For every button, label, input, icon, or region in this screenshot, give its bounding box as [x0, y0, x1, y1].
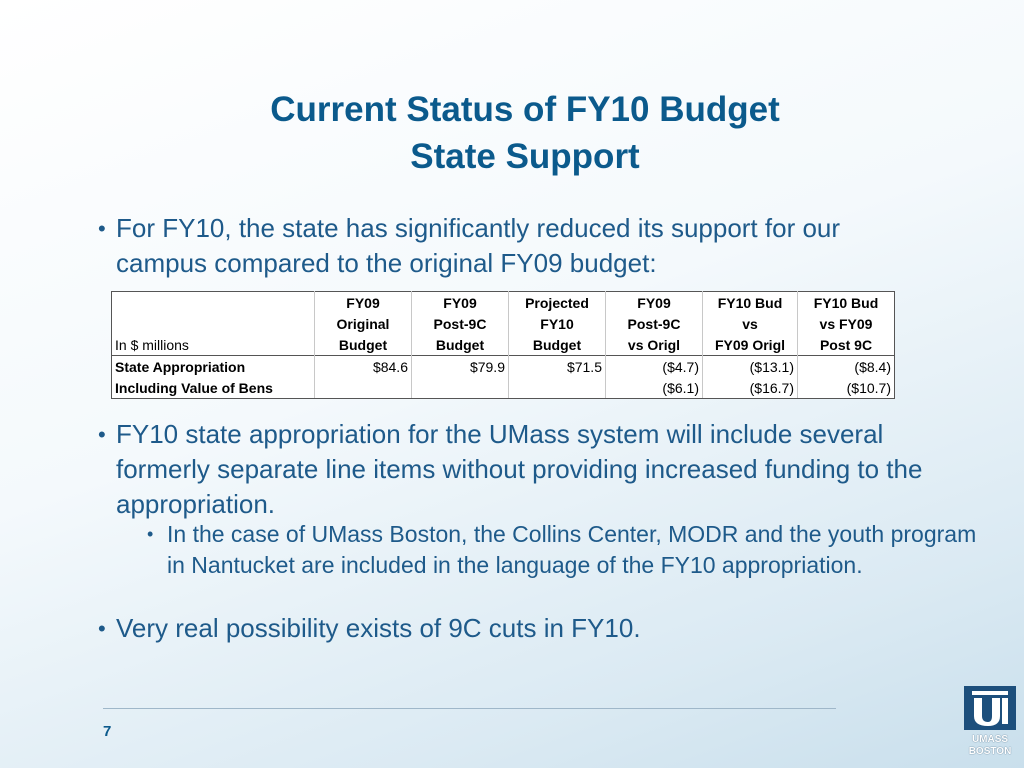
logo-line-2: BOSTON — [968, 746, 1012, 757]
table-row-state-appropriation — [112, 356, 895, 378]
units-label: In $ millions — [112, 334, 315, 356]
table-cell: ($16.7) — [703, 377, 798, 399]
logo-wordmark — [964, 734, 1016, 758]
sub-bullet-1-text: In the case of UMass Boston, the Collins Center, MODR and the youth program in Nantucket are included in the language of the FY10 appropriation. — [167, 521, 977, 578]
bullet-3 — [98, 611, 916, 646]
bullet-1 — [98, 211, 936, 281]
umass-boston-logo — [964, 686, 1016, 760]
table-header-cell: vs — [703, 313, 798, 334]
table-cell — [509, 377, 606, 399]
bullet-dot-icon: • — [98, 216, 106, 241]
umass-logo-icon — [964, 686, 1016, 730]
table-header-cell: FY10 Bud — [798, 292, 895, 314]
table-header-cell: vs FY09 — [798, 313, 895, 334]
table-cell: $71.5 — [509, 356, 606, 378]
table-header-cell: Budget — [315, 334, 412, 356]
row-label: State Appropriation — [112, 356, 315, 378]
table-header-cell: Post-9C — [606, 313, 703, 334]
table-cell: ($6.1) — [606, 377, 703, 399]
bullet-dot-icon: • — [147, 524, 154, 544]
table-header-cell: Original — [315, 313, 412, 334]
table-header-cell: Budget — [412, 334, 509, 356]
slide-title — [0, 86, 1024, 180]
bullet-dot-icon: • — [98, 616, 106, 641]
bullet-dot-icon: • — [98, 422, 106, 447]
table-header-cell: Projected — [509, 292, 606, 314]
table-cell: $84.6 — [315, 356, 412, 378]
title-line-1: Current Status of FY10 Budget — [270, 90, 780, 129]
table-header-cell: vs Origl — [606, 334, 703, 356]
table-cell: ($10.7) — [798, 377, 895, 399]
page-number: 7 — [103, 723, 112, 740]
table-header-cell: FY09 — [315, 292, 412, 314]
table-header-cell: Budget — [509, 334, 606, 356]
table-header-row-2 — [112, 313, 895, 334]
table-header-cell: Post 9C — [798, 334, 895, 356]
bullet-2-text: FY10 state appropriation for the UMass system will include several formerly separate line items without providing increased funding to the appropriation. — [116, 419, 923, 519]
table-cell: ($4.7) — [606, 356, 703, 378]
budget-table — [111, 291, 895, 399]
table-header-cell: Post-9C — [412, 313, 509, 334]
table-header-cell: FY10 — [509, 313, 606, 334]
bullet-3-text: Very real possibility exists of 9C cuts in FY10. — [116, 613, 641, 643]
table-header-cell: FY09 — [412, 292, 509, 314]
bullet-2 — [98, 417, 976, 522]
table-header-row-3 — [112, 334, 895, 356]
table-cell: ($13.1) — [703, 356, 798, 378]
sub-bullet-1 — [147, 519, 987, 581]
table-header-cell: FY09 — [606, 292, 703, 314]
table-cell — [112, 292, 315, 314]
table-cell — [315, 377, 412, 399]
table-cell — [412, 377, 509, 399]
row-label: Including Value of Bens — [112, 377, 315, 399]
table-row-including-bens — [112, 377, 895, 399]
table-cell: ($8.4) — [798, 356, 895, 378]
logo-line-1: UMASS — [971, 734, 1009, 745]
footer-divider — [103, 708, 836, 709]
table-header-cell: FY10 Bud — [703, 292, 798, 314]
table-header-row-1 — [112, 292, 895, 314]
table-cell: $79.9 — [412, 356, 509, 378]
bullet-1-text: For FY10, the state has significantly reduced its support for our campus compared to the original FY09 budget: — [116, 213, 841, 278]
title-line-2: State Support — [410, 137, 640, 176]
table-header-cell: FY09 Origl — [703, 334, 798, 356]
table-cell — [112, 313, 315, 334]
